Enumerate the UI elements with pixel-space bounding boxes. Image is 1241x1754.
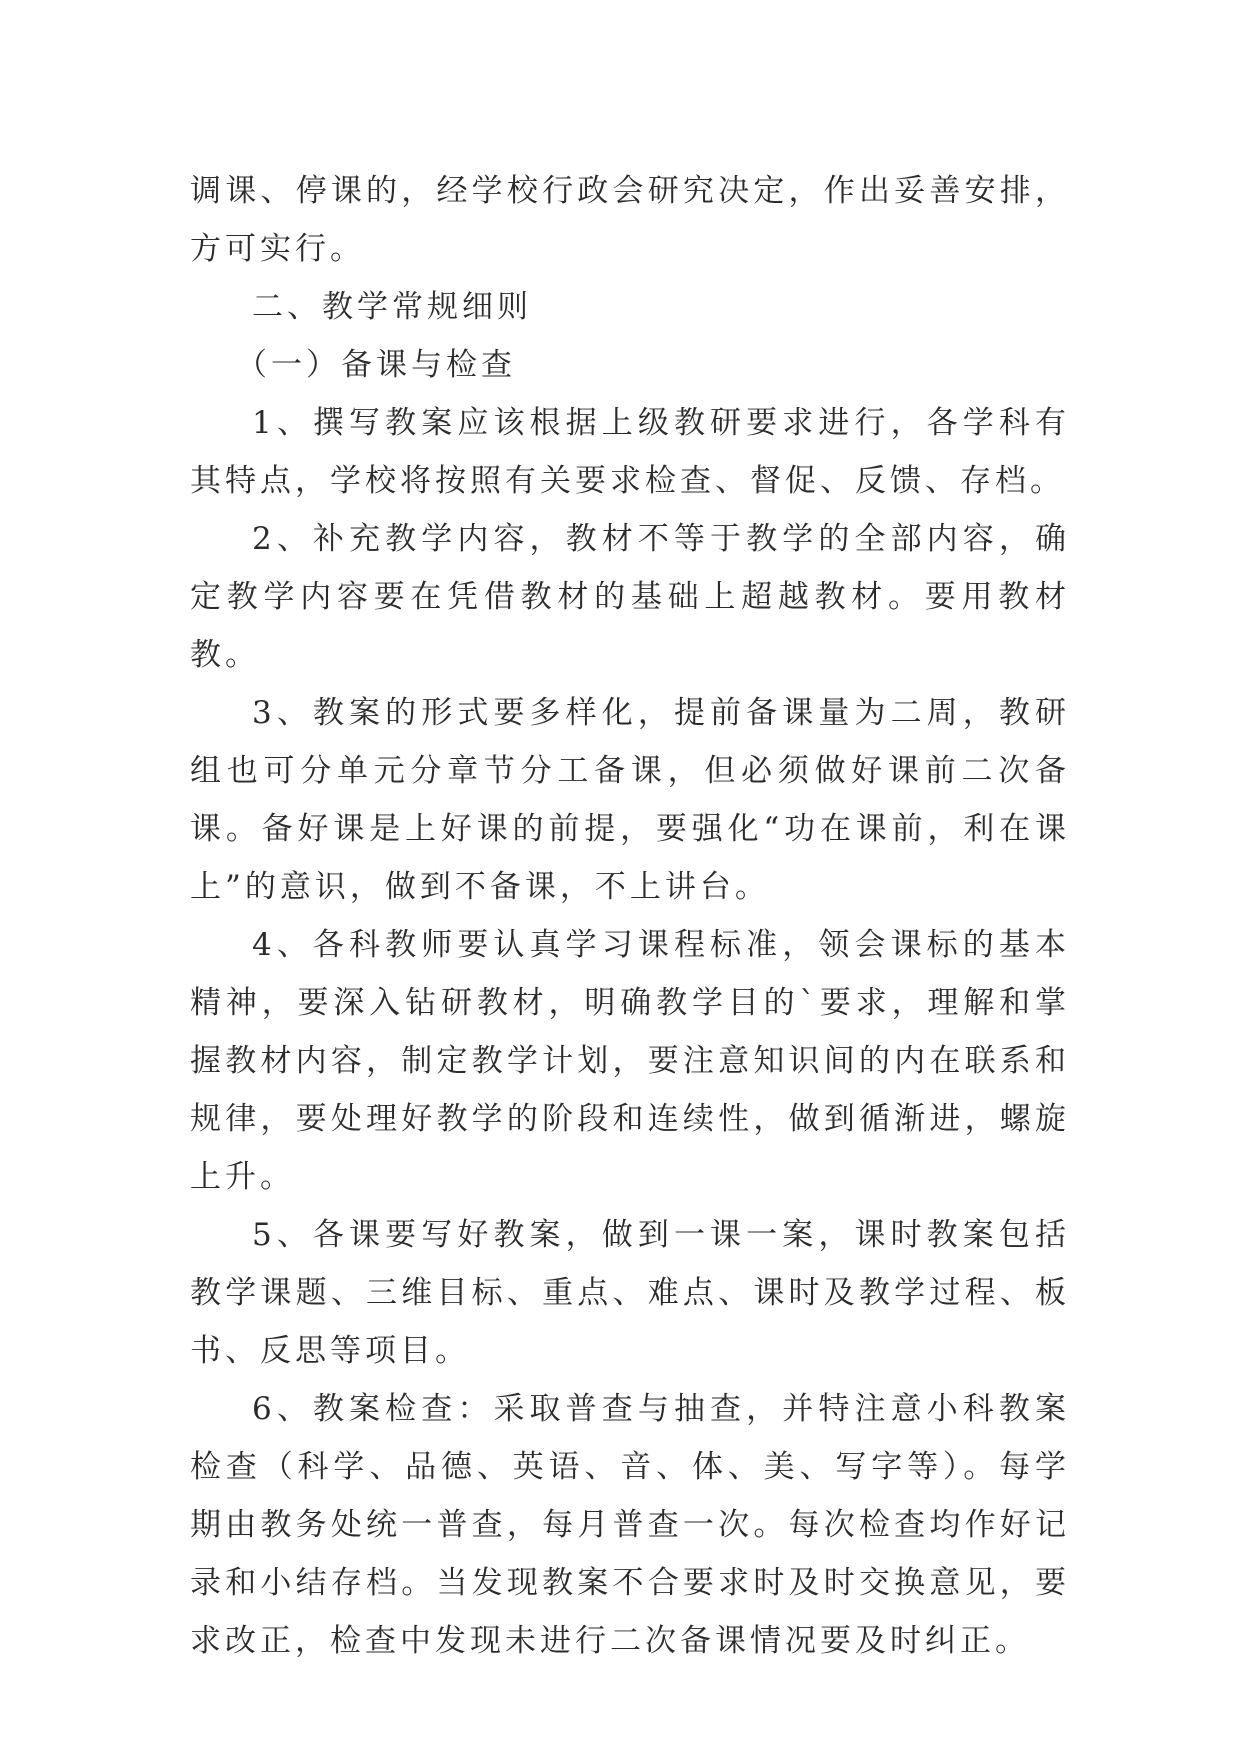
paragraph-item-5: 5、各课要写好教案，做到一课一案，课时教案包括教学课题、三维目标、重点、难点、课时及教学过程、板书、反思等项目。 (190, 1217, 1070, 1369)
paragraph-item-3: 3、教案的形式要多样化，提前备课量为二周，教研组也可分单元分章节分工备课，但必须做好课前二次备课。备好课是上好课的前提，要强化“功在课前，利在课上”的意识，做到不备课，不上讲台。 (190, 695, 1070, 905)
paragraph-continuation: 调课、停课的，经学校行政会研究决定，作出妥善安排，方可实行。 (190, 173, 1070, 267)
paragraph-item-6: 6、教案检查：采取普查与抽查，并特注意小科教案检查（科学、品德、英语、音、体、美、写字等）。每学期由教务处统一普查，每月普查一次。每次检查均作好记录和小结存档。当发现教案不合要求时及时交换意见，要求改正，检查中发现未进行二次备课情况要及时纠正。 (190, 1391, 1070, 1659)
document-body (190, 162, 1070, 1670)
section-heading: 二、教学常规细则 (252, 289, 532, 325)
subsection-heading: （一）备课与检查 (236, 347, 516, 383)
paragraph-item-4: 4、各科教师要认真学习课程标准，领会课标的基本精神，要深入钻研教材，明确教学目的`要求，理解和掌握教材内容，制定教学计划，要注意知识间的内在联系和规律，要处理好教学的阶段和连续性，做到循渐进，螺旋上升。 (190, 927, 1070, 1195)
paragraph-item-2: 2、补充教学内容，教材不等于教学的全部内容，确定教学内容要在凭借教材的基础上超越教材。要用教材教。 (190, 521, 1070, 673)
paragraph-item-1: 1、撰写教案应该根据上级教研要求进行，各学科有其特点，学校将按照有关要求检查、督促、反馈、存档。 (190, 405, 1070, 499)
